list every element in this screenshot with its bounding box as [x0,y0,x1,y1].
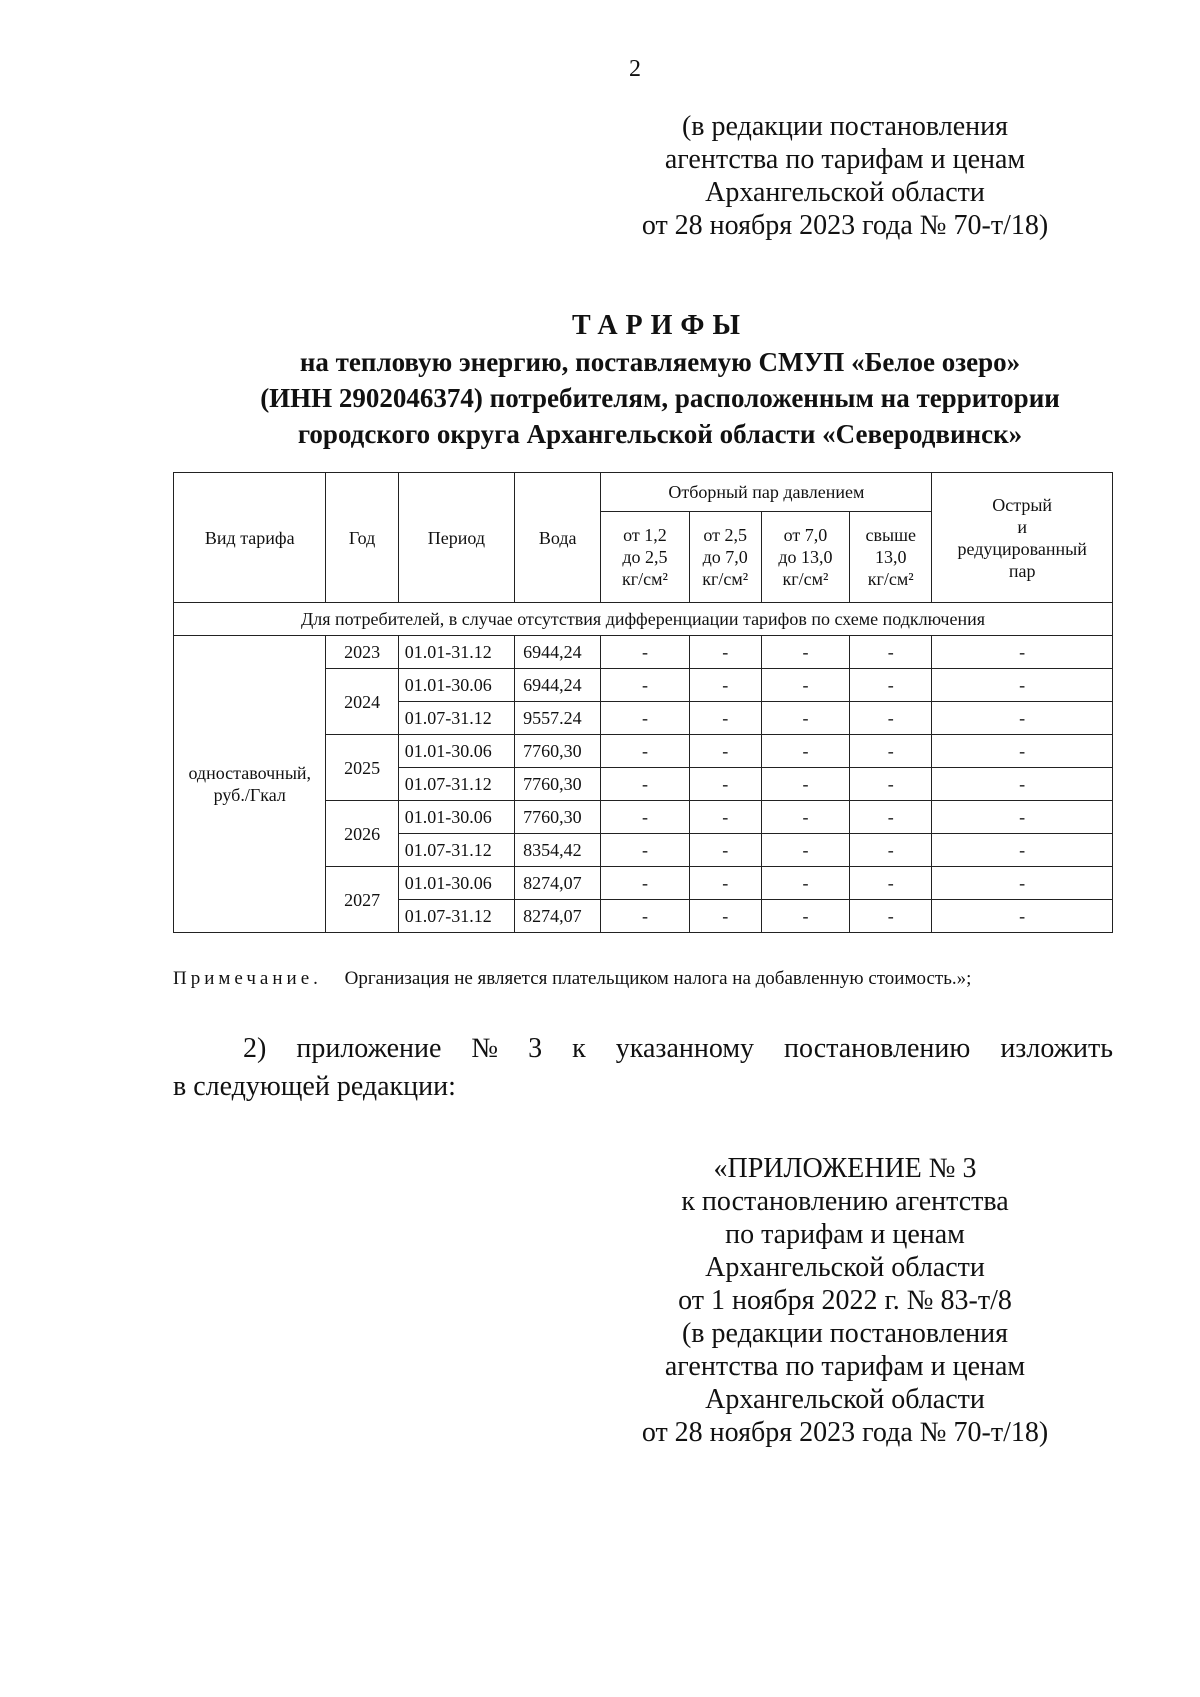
period-cell: 01.07-31.12 [398,702,514,735]
period-cell: 01.01-31.12 [398,636,514,669]
appendix-line: Архангельской области [705,1384,985,1415]
year-cell: 2027 [326,867,398,933]
appendix-header [620,1152,1070,1449]
water-cell: 7760,30 [515,801,601,834]
period-cell: 01.07-31.12 [398,900,514,933]
paragraph-word: к [572,1033,586,1064]
dash-cell: - [761,900,849,933]
header-text: и [1017,516,1027,537]
header-text: редуцированный [957,538,1087,559]
header-text: кг/см² [782,569,829,589]
appendix-line: от 1 ноября 2022 г. № 83-т/8 [678,1285,1012,1316]
dash-cell: - [850,702,932,735]
dash-cell: - [850,867,932,900]
water-cell: 9557.24 [515,702,601,735]
dash-cell: - [850,801,932,834]
header-text: Острый [992,494,1053,515]
water-cell: 6944,24 [515,636,601,669]
header-text: до 2,5 [622,547,668,567]
dash-cell: - [689,636,761,669]
header-steam-1 [601,512,689,603]
dash-cell: - [689,900,761,933]
dash-cell: - [601,801,689,834]
header-steam-3 [761,512,849,603]
header-text: свыше [865,525,916,545]
dash-cell: - [689,669,761,702]
header-text: кг/см² [622,569,668,589]
dash-cell: - [932,768,1113,801]
year-cell: 2026 [326,801,398,867]
header-text: пар [1008,560,1036,581]
header-text: кг/см² [867,569,914,589]
dash-cell: - [761,801,849,834]
dash-cell: - [850,834,932,867]
dash-cell: - [601,867,689,900]
dash-cell: - [601,702,689,735]
dash-cell: - [689,768,761,801]
tariff-type-text: одноставочный, [188,763,312,783]
dash-cell: - [761,867,849,900]
appendix-line: Архангельской области [705,1252,985,1283]
dash-cell: - [932,801,1113,834]
dash-cell: - [601,768,689,801]
period-cell: 01.01-30.06 [398,669,514,702]
water-cell: 8354,42 [515,834,601,867]
note-text: Организация не является плательщиком налога на добавленную стоимость.»; [344,968,972,989]
header-tariff-type: Вид тарифа [174,473,326,603]
tariffs-table [173,472,1113,933]
year-cell: 2023 [326,636,398,669]
dash-cell: - [932,669,1113,702]
year-cell: 2024 [326,669,398,735]
revision-line: от 28 ноября 2023 года № 70-т/18) [641,210,1049,241]
water-cell: 7760,30 [515,735,601,768]
dash-cell: - [932,834,1113,867]
revision-line: агентства по тарифам и ценам [664,144,1026,175]
dash-cell: - [932,867,1113,900]
period-cell: 01.07-31.12 [398,768,514,801]
paragraph-word: указанному [615,1033,755,1064]
header-water: Вода [515,473,601,603]
header-period: Период [398,473,514,603]
dash-cell: - [761,768,849,801]
title-main: ТАРИФЫ [572,310,748,341]
header-text: от 1,2 [623,525,667,545]
note-label: Примечание. [173,968,322,989]
header-text: до 13,0 [778,547,833,567]
header-steam-4 [850,512,932,603]
appendix-line: (в редакции постановления [681,1318,1009,1349]
paragraph-word: 3 [528,1033,543,1064]
tariff-rows [174,636,1113,933]
tariff-type-cell [174,636,326,933]
dash-cell: - [689,834,761,867]
paragraph-word: изложить [1000,1033,1113,1064]
period-cell: 01.07-31.12 [398,834,514,867]
header-text: кг/см² [702,569,749,589]
dash-cell: - [850,735,932,768]
dash-cell: - [850,900,932,933]
revision-line: (в редакции постановления [681,111,1009,142]
header-text: до 7,0 [702,547,748,567]
title-line: (ИНН 2902046374) потребителям, расположенным на территории [260,383,1060,413]
dash-cell: - [601,636,689,669]
dash-cell: - [689,801,761,834]
paragraph-line: в следующей редакции: [173,1071,456,1102]
paragraph-word: № [471,1033,499,1064]
header-text: от 7,0 [783,525,828,545]
dash-cell: - [850,669,932,702]
year-cell: 2025 [326,735,398,801]
period-cell: 01.01-30.06 [398,801,514,834]
appendix-line: к постановлению агентства [681,1186,1009,1217]
dash-cell: - [601,669,689,702]
appendix-line: агентства по тарифам и ценам [664,1351,1026,1382]
dash-cell: - [761,669,849,702]
water-cell: 6944,24 [515,669,601,702]
title-line: на тепловую энергию, поставляемую СМУП «Белое озеро» [299,347,1021,377]
water-cell: 8274,07 [515,900,601,933]
dash-cell: - [932,900,1113,933]
dash-cell: - [761,702,849,735]
header-sharp-steam [932,473,1113,603]
note [173,968,1133,990]
dash-cell: - [601,735,689,768]
water-cell: 8274,07 [515,867,601,900]
paragraph-line [173,1030,1113,1068]
appendix-line: «ПРИЛОЖЕНИЕ № 3 [713,1153,977,1184]
dash-cell: - [689,867,761,900]
period-cell: 01.01-30.06 [398,735,514,768]
page-number: 2 [629,56,641,82]
tariff-type-text: руб./Гкал [213,785,286,805]
appendix-line: от 28 ноября 2023 года № 70-т/18) [641,1417,1049,1448]
table-row [174,636,1113,669]
dash-cell: - [932,735,1113,768]
dash-cell: - [850,636,932,669]
table-subheader: Для потребителей, в случае отсутствия дифференциации тарифов по схеме подключения [174,603,1113,636]
appendix-line: по тарифам и ценам [725,1219,965,1250]
paragraph-word: приложение [296,1033,442,1064]
dash-cell: - [689,702,761,735]
revision-line: Архангельской области [705,177,985,208]
dash-cell: - [601,834,689,867]
paragraph-word: постановлению [784,1033,971,1064]
header-text: от 2,5 [703,525,748,545]
dash-cell: - [932,702,1113,735]
paragraph-word: 2) [243,1033,267,1064]
dash-cell: - [761,636,849,669]
water-cell: 7760,30 [515,768,601,801]
header-year: Год [326,473,398,603]
period-cell: 01.01-30.06 [398,867,514,900]
header-text: 13,0 [874,547,907,567]
dash-cell: - [761,834,849,867]
dash-cell: - [932,636,1113,669]
dash-cell: - [601,900,689,933]
header-steam-2 [689,512,761,603]
header-steam-group: Отборный пар давлением [601,473,932,512]
dash-cell: - [761,735,849,768]
dash-cell: - [850,768,932,801]
revision-header [620,110,1070,242]
dash-cell: - [689,735,761,768]
title-line: городского округа Архангельской области «Северодвинск» [297,419,1023,449]
document-title [160,308,1160,452]
amendment-paragraph [173,1030,1113,1106]
